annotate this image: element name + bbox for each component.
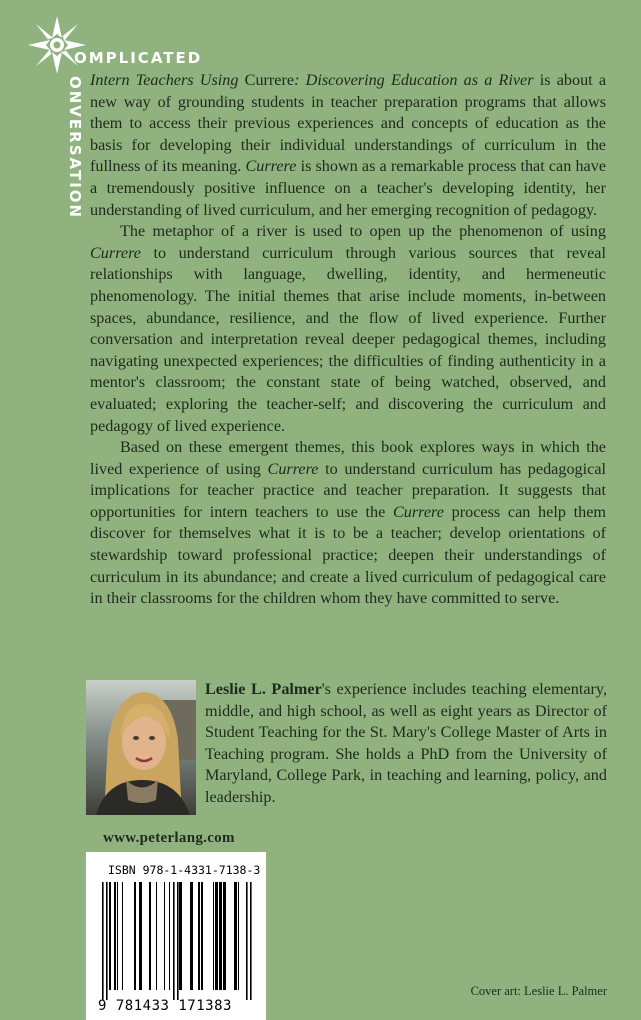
barcode-digits: 9 781433 171383 bbox=[98, 998, 232, 1014]
author-bio-paragraph bbox=[205, 679, 607, 809]
title-rest: : Discovering Education as a River bbox=[294, 71, 534, 89]
description-paragraph-1 bbox=[90, 70, 606, 221]
author-photo bbox=[86, 680, 196, 815]
title-italic: Intern Teachers Using bbox=[90, 71, 239, 89]
p1-currere: Currere bbox=[245, 157, 297, 176]
author-name: Leslie L. Palmer bbox=[205, 680, 322, 698]
barcode-icon bbox=[102, 882, 252, 1000]
series-word-side: ONVERSATION bbox=[66, 76, 84, 220]
publisher-website[interactable]: www.peterlang.com bbox=[103, 830, 235, 846]
p1-text-b: is shown as a remarkable process that can have a tremendously positive influence on a teacher's developing identity, her understanding of lived curriculum, and her emerging recognition of pedagogy. bbox=[90, 157, 607, 219]
series-word-top: OMPLICATED bbox=[74, 49, 203, 67]
author-bio bbox=[205, 679, 607, 809]
description-paragraph-3 bbox=[90, 437, 606, 610]
barcode-box bbox=[86, 852, 266, 1020]
title-currere: Currere bbox=[244, 71, 295, 89]
p3-text-a: Based on these emergent themes, this book explores ways in which the lived experience of using bbox=[90, 438, 606, 478]
p3-currere-1: Currere bbox=[267, 459, 319, 478]
book-description bbox=[90, 70, 606, 610]
p2-text-b: to understand curriculum through various sources that reveal relationships with language, dwelling, identity, and hermeneutic phenomenology. The initial themes that arise include moments, in-between spaces, abundance, resilience, and the flow of lived experience. Further conversation and interpretation reveal deeper pedagogical themes, including navigating unexpected experiences; the difficulties of finding authenticity in a mentor's classroom; the constant state of being watched, observed, and evaluated; exploring the teacher-self; and discovering the curriculum and pedagogy of lived experience. bbox=[90, 243, 606, 435]
p2-currere: Currere bbox=[90, 243, 141, 262]
p3-text-c: process can help them discover for themselves what it is to be a teacher; develop orientations of stewardship toward professional practice; deepen their understandings of curriculum in its abundance; and create a lived curriculum of pedagogical care in their classrooms for the children whom they have committed to serve. bbox=[90, 502, 607, 608]
p1-text-a: is about a new way of grounding students in teacher preparation programs that allows them to access their previous experiences and concepts of education as the basis for developing their individual understandings of curriculum in the fullness of its meaning. bbox=[90, 71, 607, 176]
isbn-label: ISBN 978-1-4331-7138-3 bbox=[108, 863, 261, 877]
cover-art-credit: Cover art: Leslie L. Palmer bbox=[470, 984, 607, 998]
description-paragraph-2 bbox=[90, 221, 606, 437]
p3-text-b: to understand curriculum has pedagogical implications for teacher practice and teacher preparation. It suggests that opportunities for intern teachers to use the bbox=[90, 459, 606, 521]
author-portrait-icon bbox=[86, 680, 196, 815]
p2-text-a: The metaphor of a river is used to open up the phenomenon of using bbox=[120, 222, 606, 241]
p3-currere-2: Currere bbox=[392, 502, 444, 521]
author-bio-text: 's experience includes teaching elementary, middle, and high school, as well as eight years as Director of Student Teaching for the St. Mary's College Master of Arts in Teaching program. She holds a PhD from the University of Maryland, College Park, in teaching and learning, policy, and leadership. bbox=[205, 680, 607, 806]
